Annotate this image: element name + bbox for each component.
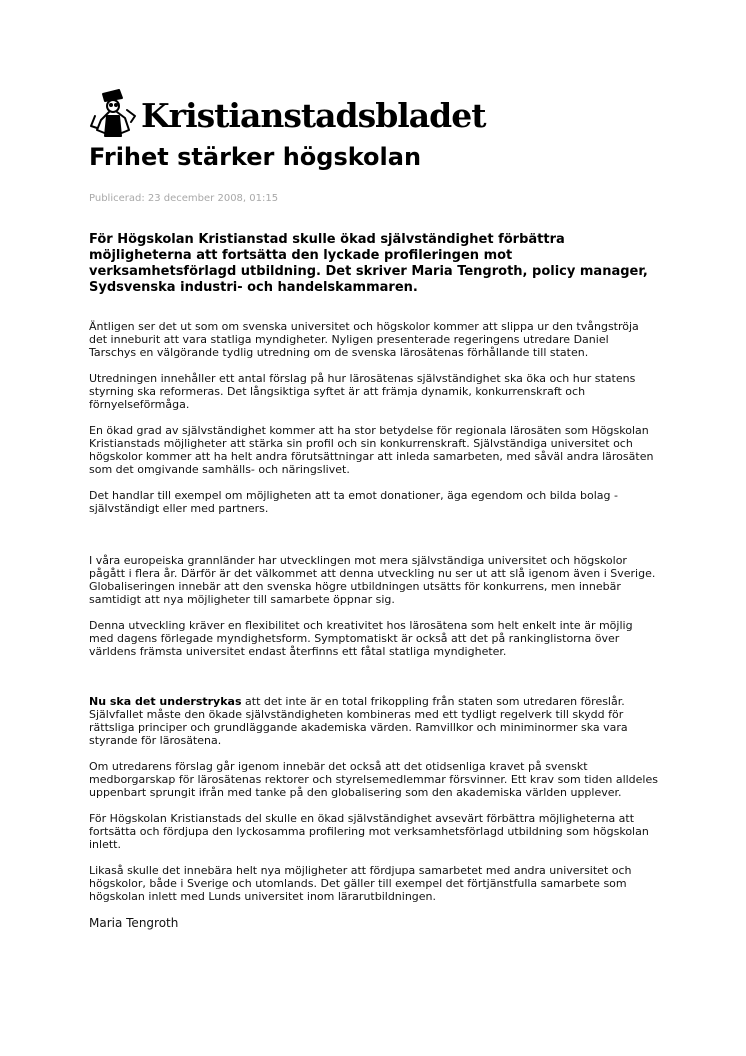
lead-bold: Nu ska det understrykas bbox=[89, 695, 242, 708]
article-ingress: För Högskolan Kristianstad skulle ökad självständighet förbättra möjligheterna att fortsätta den lyckade profileringen mot verksamhetsförlagd utbildning. Det skriver Maria Tengroth, policy manager, Sydsvenska industri- och handelskammaren. bbox=[89, 232, 648, 295]
body-paragraph: För Högskolan Kristianstads del skulle en ökad självständighet avsevärt förbättra möjligheterna att fortsätta och fördjupa den lyckosamma profilering mot verksamhetsförlagd utbildning som högskolan inlett. bbox=[89, 812, 649, 851]
body-paragraph: Äntligen ser det ut som om svenska universitet och högskolor kommer att slippa ur den tvångströja det inneburit att vara statliga myndigheter. Nyligen presenterade regeringens utredare Daniel Tarschys en välgörande tydlig utredning om de svenska lärosätenas förhållande till staten. bbox=[89, 320, 639, 359]
body-paragraph: Likaså skulle det innebära helt nya möjligheter att fördjupa samarbetet med andra universitet och högskolor, både i Sverige och utomlands. Det gäller till exempel det förtjänstfulla samarbete som högskolan inlett med Lunds universitet inom lärarutbildningen. bbox=[89, 864, 632, 903]
masthead bbox=[89, 86, 659, 138]
town-crier-mascot-icon bbox=[89, 86, 139, 138]
body-paragraph: I våra europeiska grannländer har utvecklingen mot mera självständiga universitet och högskolor pågått i flera år. Därför är det välkommet att denna utveckling nu ser ut att slå igenom även i Sverige. Globaliseringen innebär att den svenska högre utbildningen utsätts för konkurrens, men innebär samtidigt att nya möjligheter till samarbete öppnar sig. bbox=[89, 554, 656, 606]
article-page bbox=[89, 86, 659, 944]
author-signature: Maria Tengroth bbox=[89, 916, 179, 930]
body-paragraph: Det handlar till exempel om möjligheten att ta emot donationer, äga egendom och bilda bolag - självständigt eller med partners. bbox=[89, 489, 618, 515]
body-paragraph: En ökad grad av självständighet kommer att ha stor betydelse för regionala lärosäten som Högskolan Kristianstads möjligheter att stärka sin profil och sin konkurrenskraft. Självständiga universitet och högskolor kommer att ha helt andra förutsättningar att inleda samarbeten, med såväl andra lärosäten som det omgivande samhälls- och näringslivet. bbox=[89, 424, 654, 476]
body-paragraph: Denna utveckling kräver en flexibilitet och kreativitet hos lärosätena som helt enkelt inte är möjlig med dagens förlegade myndighetsform. Symptomatiskt är också att det på rankinglistorna över världens främsta universitet endast återfinns ett fåtal statliga myndigheter. bbox=[89, 619, 633, 658]
lead-rest: att det inte är en total frikoppling från staten som utredaren föreslår. Självfallet måste den ökade självständigheten kombineras med ett tydligt regelverk till skydd för rättsliga principer och grundläggande akademiska värden. Ramvillkor och miniminormer ska vara styrande för lärosätena. bbox=[89, 695, 628, 747]
body-paragraph: Utredningen innehåller ett antal förslag på hur lärosätenas självständighet ska öka och hur statens styrning ska reformeras. Det långsiktiga syftet är att främja dynamik, konkurrenskraft och förnyelseförmåga. bbox=[89, 372, 636, 411]
body-paragraph: Om utredarens förslag går igenom innebär det också att det otidsenliga kravet på svenskt medborgarskap för lärosätenas rektorer och styrelsemedlemmar försvinner. Ett krav som tiden alldeles uppenbart sprungit ifrån med tanke på den globalisering som den akademiska världen upplever. bbox=[89, 760, 658, 799]
article-title: Frihet stärker högskolan bbox=[89, 143, 422, 171]
article-body bbox=[89, 320, 659, 931]
publish-date: Publicerad: 23 december 2008, 01:15 bbox=[89, 193, 279, 204]
masthead-brand: Kristianstadsbladet bbox=[141, 96, 486, 135]
body-paragraph bbox=[89, 695, 659, 747]
